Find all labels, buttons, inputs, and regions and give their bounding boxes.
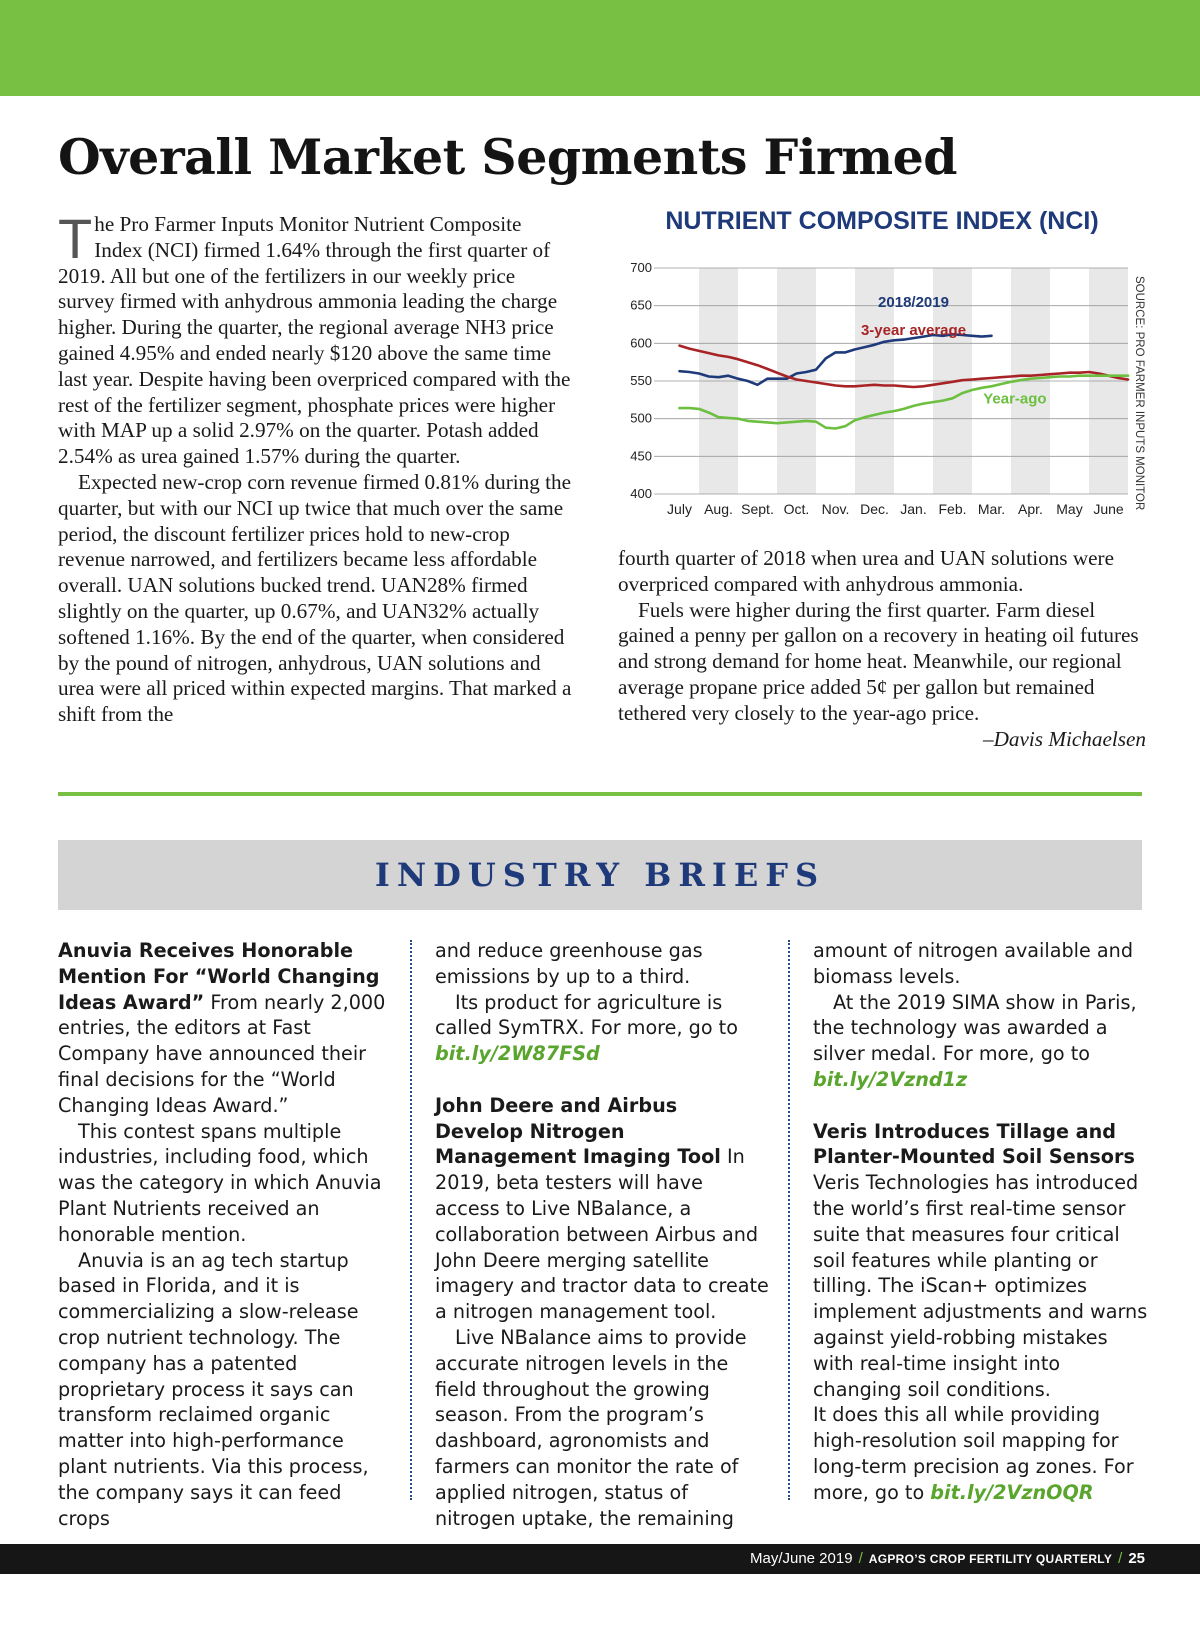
- column-divider-1: [410, 940, 412, 1500]
- page-footer: [0, 1544, 1200, 1574]
- brief-anuvia-headline: Anuvia Receives Honorable Mention For “World Changing Ideas Award”: [58, 939, 380, 1014]
- article-paragraph-2: Expected new-crop corn revenue firmed 0.81% during the quarter, but with our NCI up twice that much over the same period, the discount fertilizer prices hold to new-crop revenue narrowed, and fertilizers became less affordable overall. UAN solutions bucked trend. UAN28% firmed slightly on the quarter, up 0.67%, and UAN32% actually softened 1.16%. By the end of the quarter, when considered by the pound of nitrogen, anhydrous, UAN solutions and urea were all priced within expected margins. That marked a shift from the: [58, 469, 572, 727]
- chart-x-tick-label: Jan.: [900, 501, 927, 517]
- chart-y-tick-label: 550: [630, 373, 652, 388]
- footer-credits: [750, 1544, 1145, 1574]
- chart-x-tick-label: Nov.: [821, 501, 850, 517]
- chart-series-label: Year-ago: [983, 390, 1047, 408]
- brief-anuvia-paragraph-4: and reduce greenhouse gas emissions by up to a third.: [435, 939, 703, 988]
- article-headline: Overall Market Segments Firmed: [58, 128, 958, 186]
- chart-x-tick-label: Sept.: [741, 501, 774, 517]
- chart-x-tick-label: June: [1093, 501, 1124, 517]
- article-column-right: [618, 546, 1146, 752]
- briefs-column-1: [58, 938, 393, 1531]
- brief-deere-paragraph: John Deere and Airbus Develop Nitrogen Management Imaging Tool In 2019, beta testers will have access to Live NBalance, a collaboration between Airbus and John Deere merging satellite imagery and tractor data to create a nitrogen management tool.: [435, 1093, 769, 1324]
- chart-x-tick-label: Feb.: [938, 501, 967, 517]
- chart-x-tick-label: Apr.: [1018, 501, 1043, 517]
- publication-name: AGPRO’S CROP FERTILITY QUARTERLY: [868, 1552, 1113, 1566]
- brief-anuvia-paragraph-5: Its product for agriculture is called SymTRX. For more, go to bit.ly/2W87FSd: [435, 990, 738, 1066]
- article-paragraph-3: fourth quarter of 2018 when urea and UAN solutions were overpriced compared with anhydrous ammonia.: [618, 546, 1115, 596]
- chart-y-tick-label: 400: [630, 486, 652, 501]
- chart-y-tick-label: 700: [630, 260, 652, 275]
- briefs-column-3: [813, 938, 1148, 1506]
- column-divider-2: [788, 940, 790, 1500]
- brief-deere-paragraph-4: At the 2019 SIMA show in Paris, the technology was awarded a silver medal. For more, go to bit.ly/2Vznd1z: [813, 990, 1137, 1091]
- section-divider: [58, 792, 1142, 796]
- nci-line-chart: [618, 250, 1145, 520]
- footer-separator: /: [1118, 1550, 1123, 1567]
- chart-y-tick-label: 600: [630, 335, 652, 351]
- brief-anuvia-paragraph-3: Anuvia is an ag tech startup based in Florida, and it is commercializing a slow-release crop nutrient technology. The company has a patented proprietary process it says can transform reclaimed organic matter into high-performance plant nutrients. Via this process, the company says it can feed crops: [58, 1248, 369, 1530]
- footer-separator: /: [858, 1550, 863, 1567]
- article-paragraph-4: Fuels were higher during the first quarter. Farm diesel gained a penny per gallon on a recovery in heating oil futures and strong demand for home heat. Meanwhile, our regional average propane price added 5¢ per gallon but remained tethered very closely to the year-ago price.: [618, 597, 1139, 725]
- brief-deere-paragraph-2: Live NBalance aims to provide accurate nitrogen levels in the field throughout the growing season. From the program’s dashboard, agronomists and farmers can monitor the rate of applied nitrogen, status of nitrogen uptake, the remaining: [435, 1325, 747, 1530]
- chart-series-label: 3-year average: [860, 322, 967, 340]
- article-column-left: [58, 207, 574, 728]
- article-paragraph-1: The Pro Farmer Inputs Monitor Nutrient Composite Index (NCI) firmed 1.64% through the first quarter of 2019. All but one of the fertilizers in our weekly price survey firmed with anhydrous ammonia leading the charge higher. During the quarter, the regional average NH3 price gained 4.95% and ended nearly $120 above the same time last year. Despite having been overpriced compared with the rest of the fertilizer segment, phosphate prices were higher with MAP up a solid 2.97% on the quarter. Potash added 2.54% as urea gained 1.57% during the quarter.: [58, 207, 571, 469]
- brief-veris-paragraph: Veris Technologies has introduced the world’s first real-time sensor suite that measures four critical soil features while planting or tilling. The iScan+ optimizes implement adjustments and warns against yield-robbing mistakes with real-time insight into changing soil conditions.: [813, 1171, 1148, 1401]
- industry-briefs-title: INDUSTRY BRIEFS: [374, 856, 826, 894]
- briefs-column-2: [435, 938, 770, 1531]
- page-number: 25: [1128, 1550, 1145, 1567]
- deere-link[interactable]: bit.ly/2Vznd1z: [813, 1067, 968, 1091]
- chart-x-tick-label: July: [667, 501, 692, 517]
- article-byline: –Davis Michaelsen: [983, 726, 1146, 751]
- chart-x-tick-label: Oct.: [783, 501, 810, 517]
- brief-deere-paragraph-3: amount of nitrogen available and biomass levels.: [813, 939, 1133, 988]
- chart-source-note: SOURCE: PRO FARMER INPUTS MONITOR: [1133, 276, 1145, 511]
- chart-y-tick-label: 650: [630, 297, 652, 313]
- brief-anuvia-paragraph-2: This contest spans multiple industries, including food, which was the category in which Anuvia Plant Nutrients received an honorable mention.: [58, 1119, 382, 1246]
- brief-deere-headline: John Deere and Airbus Develop Nitrogen Management Imaging Tool: [435, 1093, 721, 1169]
- chart-series-line-2: [680, 376, 1129, 429]
- brief-anuvia-paragraph: Anuvia Receives Honorable Mention For “World Changing Ideas Award” From nearly 2,000 entries, the editors at Fast Company have announced their final decisions for the “World Changing Ideas Award.”: [58, 939, 386, 1117]
- chart-title: NUTRIENT COMPOSITE INDEX (NCI): [665, 207, 1099, 235]
- veris-link[interactable]: bit.ly/2VznOQR: [930, 1480, 1094, 1504]
- chart-series-label: 2018/2019: [878, 294, 949, 312]
- industry-briefs-banner: [58, 840, 1142, 910]
- chart-x-tick-label: Dec.: [860, 501, 889, 517]
- chart-y-tick-label: 450: [630, 448, 652, 464]
- anuvia-link[interactable]: bit.ly/2W87FSd: [435, 1042, 600, 1066]
- chart-x-tick-label: Mar.: [977, 501, 1006, 517]
- brief-veris-headline: Veris Introduces Tillage and Planter-Mounted Soil Sensors: [813, 1119, 1135, 1169]
- chart-y-tick-label: 500: [630, 410, 652, 426]
- drop-cap: T: [58, 207, 93, 270]
- top-color-bar: [0, 0, 1200, 96]
- issue-date: May/June 2019: [749, 1550, 853, 1567]
- chart-x-tick-label: Aug.: [704, 501, 733, 517]
- chart-x-tick-label: May: [1056, 501, 1083, 517]
- brief-veris-paragraph-2: It does this all while providing high-resolution soil mapping for long-term precision ag zones. For more, go to bit.ly/2VznOQR: [813, 1403, 1134, 1504]
